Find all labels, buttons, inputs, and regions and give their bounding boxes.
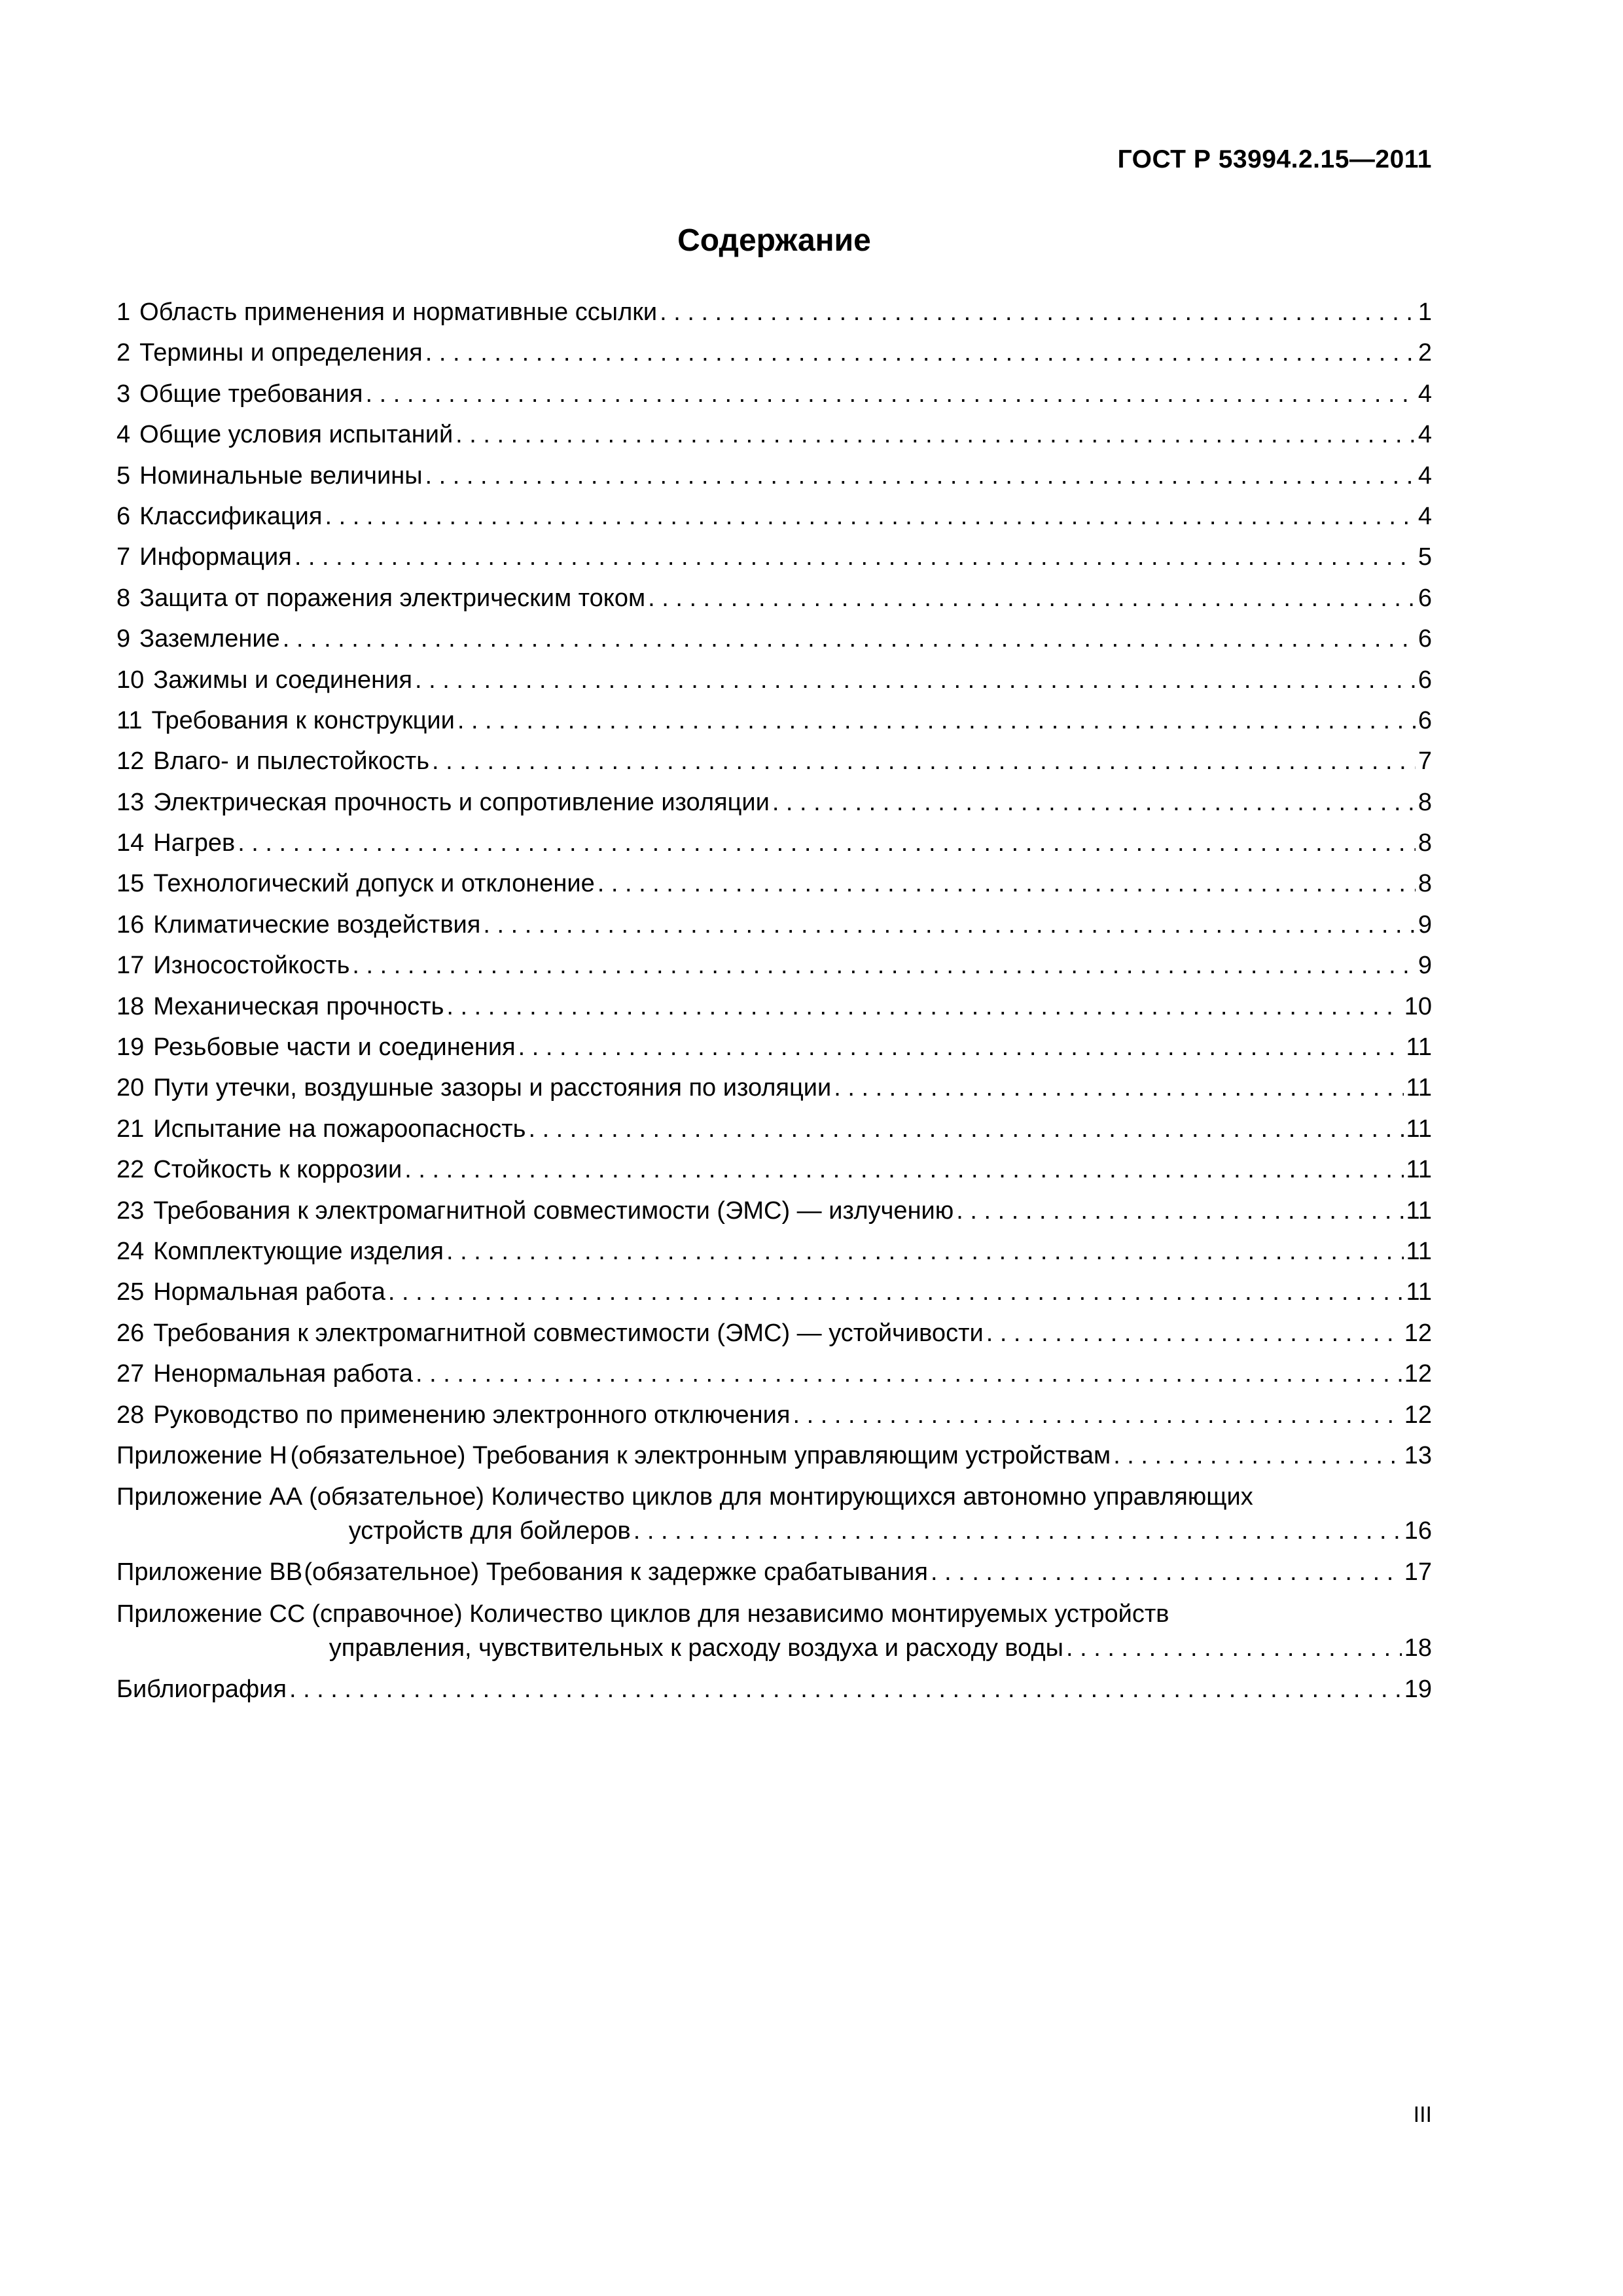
toc-entry-title: Информация [139,543,292,571]
toc-entry-page-number: 8 [1418,788,1432,816]
toc-entry[interactable] [116,578,1432,619]
dot-leader [518,1027,1404,1067]
toc-entry-number: 17 [116,952,145,980]
toc-entry-number: 12 [116,747,145,776]
dot-leader [365,374,1415,414]
annex-title-line1: (обязательное) Количество циклов для монтирующихся автономно управляющих [309,1483,1253,1511]
toc-entry[interactable] [116,374,1432,414]
toc-entry-page-number: 12 [1404,1319,1432,1347]
toc-entry-number: 14 [116,829,145,857]
toc-entry-number: 11 [116,706,143,734]
toc-entry-page-number: 11 [1406,1115,1432,1143]
toc-entry-number: 5 [116,461,131,490]
annex-title: (обязательное) Требования к электронным управляющим устройствам [290,1441,1111,1469]
toc-entry-number: 10 [116,666,145,694]
dot-leader [528,1109,1403,1149]
toc-annex-bb[interactable] [116,1552,1432,1592]
dot-leader [294,537,1416,577]
toc-entry[interactable] [116,660,1432,700]
document-code: ГОСТ Р 53994.2.15—2011 [1117,145,1432,173]
toc-entry-number: 3 [116,380,131,408]
toc-entry[interactable] [116,741,1432,781]
toc-entry[interactable] [116,332,1432,373]
toc-entry[interactable] [116,1027,1432,1067]
dot-leader [457,700,1416,741]
dot-leader [238,823,1416,863]
toc-entry-title: Комплектующие изделия [153,1237,444,1265]
toc-entry-page-number: 11 [1406,1278,1432,1306]
toc-entry[interactable] [116,414,1432,455]
toc-entry-title: Общие условия испытаний [139,421,454,449]
dot-leader [483,905,1416,945]
toc-entry-page-number: 6 [1418,625,1432,653]
toc-entry-title: Электрическая прочность и сопротивление изоляции [153,788,770,816]
dot-leader [352,945,1415,986]
toc-entry-number: 9 [116,625,131,653]
toc-entry-page-number: 6 [1418,584,1432,612]
toc-entry-title: Заземление [139,625,280,653]
toc-entry-page-number: 4 [1418,461,1432,490]
toc-entry[interactable] [116,1354,1432,1394]
toc-entry-title: Требования к электромагнитной совместимости (ЭМС) — излучению [153,1196,954,1225]
toc-entry[interactable] [116,905,1432,945]
toc-title: Содержание [677,223,871,258]
toc-entry-number: 8 [116,584,131,612]
toc-entry[interactable] [116,1272,1432,1312]
toc-entry[interactable] [116,782,1432,823]
toc-entry-number: 27 [116,1360,145,1388]
annex-title: (обязательное) Требования к задержке срабатывания [304,1558,928,1587]
toc-entry-number: 22 [116,1156,145,1184]
toc-entry-page-number: 7 [1418,747,1432,776]
toc-entry-title: Стойкость к коррозии [153,1156,402,1184]
toc-entry-number: 7 [116,543,131,571]
dot-leader [455,414,1416,455]
toc-entry[interactable] [116,1313,1432,1354]
annex-title-line2: управления, чувствительных к расходу воздуха и расходу воды [329,1634,1063,1662]
toc-entry-title: Защита от поражения электрическим током [139,584,646,612]
dot-leader [425,332,1416,373]
annex-label: Приложение Н [116,1441,287,1469]
toc-entry[interactable] [116,619,1432,659]
toc-entry-page-number: 8 [1418,829,1432,857]
toc-entry-title: Зажимы и соединения [153,666,412,694]
toc-entry-page-number: 4 [1418,380,1432,408]
toc-entry[interactable] [116,1109,1432,1149]
toc-entry-number: 23 [116,1196,145,1225]
toc-entry-title: Испытание на пожароопасность [153,1115,526,1143]
toc-entry-title: Технологический допуск и отклонение [153,870,595,898]
toc-annex-cc[interactable] [116,1597,1432,1669]
toc-entry-number: 16 [116,910,145,939]
dot-leader [425,456,1416,496]
dot-leader [931,1552,1402,1592]
annex-page-number: 16 [1404,1517,1432,1545]
toc-entry-number: 2 [116,339,131,367]
toc-entry-page-number: 12 [1404,1401,1432,1429]
toc-entry[interactable] [116,1395,1432,1435]
toc-entry-title: Механическая прочность [153,992,444,1020]
toc-entry-title: Резьбовые части и соединения [153,1033,516,1062]
toc-annex-aa[interactable] [116,1480,1432,1552]
dot-leader [1113,1435,1402,1476]
toc-entry-page-number: 4 [1418,502,1432,530]
toc-entry-number: 25 [116,1278,145,1306]
annex-page-number: 18 [1404,1634,1432,1662]
toc-entry[interactable] [116,1231,1432,1272]
annex-title-line1: (справочное) Количество циклов для независимо монтируемых устройств [312,1600,1169,1628]
toc-entry-number: 15 [116,870,145,898]
page-number: III [1413,2102,1432,2127]
toc-annex-h[interactable] [116,1435,1432,1476]
toc-entry-number: 13 [116,788,145,816]
toc-entry-number: 4 [116,421,131,449]
toc-entry[interactable] [116,945,1432,986]
toc-entry-page-number: 6 [1418,666,1432,694]
toc-entry-title: Номинальные величины [139,461,423,490]
toc-entry-number: 6 [116,502,131,530]
toc-entry-number: 18 [116,992,145,1020]
toc-entry-number: 19 [116,1033,145,1062]
annex-label: Приложение АА [116,1483,303,1511]
dot-leader [289,1669,1402,1710]
toc-entry-title: Требования к электромагнитной совместимости (ЭМС) — устойчивости [153,1319,984,1347]
toc-entry-page-number: 2 [1418,339,1432,367]
toc-entry[interactable] [116,1149,1432,1190]
toc-entry-title: Климатические воздействия [153,910,481,939]
toc-entry-page-number: 11 [1406,1074,1432,1102]
dot-leader [415,660,1416,700]
toc-entry-title: Термины и определения [139,339,423,367]
toc-entry[interactable] [116,700,1432,741]
toc-entry-title: Пути утечки, воздушные зазоры и расстояния по изоляции [153,1074,832,1102]
toc-sections [116,292,1432,1435]
toc-entry-page-number: 4 [1418,421,1432,449]
toc-entry-number: 26 [116,1319,145,1347]
toc-entry-number: 28 [116,1401,145,1429]
toc-entry-page-number: 8 [1418,870,1432,898]
dot-leader [325,496,1415,537]
dot-leader [834,1067,1403,1108]
toc-entry-title: Область применения и нормативные ссылки [139,298,658,326]
dot-leader [446,1231,1404,1272]
annex-label: Приложение ВВ [116,1558,303,1587]
toc-entry[interactable] [116,1191,1432,1231]
toc-entry-title: Влаго- и пылестойкость [153,747,430,776]
toc-entry[interactable] [116,1067,1432,1108]
toc-entry[interactable] [116,986,1432,1027]
dot-leader [1066,1631,1402,1665]
dot-leader [404,1149,1403,1190]
toc-entry-number: 1 [116,298,131,326]
toc-entry-page-number: 6 [1418,706,1432,734]
toc-entry-page-number: 11 [1406,1033,1432,1062]
toc-entry-number: 20 [116,1074,145,1102]
dot-leader [633,1514,1402,1548]
toc-entry[interactable] [116,496,1432,537]
toc-entry-title: Требования к конструкции [151,706,455,734]
dot-leader [597,863,1416,904]
dot-leader [283,619,1416,659]
toc-entry-page-number: 11 [1406,1237,1432,1265]
toc-entry-page-number: 1 [1418,298,1432,326]
table-of-contents [116,292,1432,1710]
dot-leader [660,292,1416,332]
dot-leader [772,782,1416,823]
toc-entry[interactable] [116,863,1432,904]
toc-entry-title: Износостойкость [153,952,350,980]
toc-bibliography[interactable] [116,1669,1432,1710]
toc-entry-page-number: 9 [1418,952,1432,980]
toc-entry-page-number: 11 [1406,1196,1432,1225]
dot-leader [446,986,1401,1027]
toc-entry-page-number: 10 [1404,992,1432,1020]
toc-entry-title: Нормальная работа [153,1278,385,1306]
toc-entry-title: Общие требования [139,380,363,408]
bibliography-label: Библиография [116,1675,287,1703]
toc-entry-page-number: 5 [1418,543,1432,571]
toc-entry-title: Классификация [139,502,323,530]
annex-page-number: 13 [1404,1441,1432,1469]
toc-entry-page-number: 9 [1418,910,1432,939]
dot-leader [793,1395,1401,1435]
toc-entry[interactable] [116,823,1432,863]
annex-title-line2: устройств для бойлеров [348,1517,631,1545]
dot-leader [416,1354,1402,1394]
toc-entry-title: Ненормальная работа [153,1360,414,1388]
bibliography-page-number: 19 [1404,1675,1432,1703]
dot-leader [648,578,1416,619]
annex-label: Приложение СС [116,1600,306,1628]
toc-entry-number: 24 [116,1237,145,1265]
toc-entry[interactable] [116,537,1432,577]
toc-entry-title: Руководство по применению электронного отключения [153,1401,791,1429]
toc-entry[interactable] [116,292,1432,332]
toc-entry[interactable] [116,456,1432,496]
dot-leader [388,1272,1404,1312]
dot-leader [956,1191,1403,1231]
annex-page-number: 17 [1404,1558,1432,1587]
dot-leader [986,1313,1402,1354]
dot-leader [432,741,1416,781]
toc-entry-number: 21 [116,1115,145,1143]
toc-entry-page-number: 12 [1404,1360,1432,1388]
toc-entry-page-number: 11 [1406,1156,1432,1184]
toc-entry-title: Нагрев [153,829,236,857]
